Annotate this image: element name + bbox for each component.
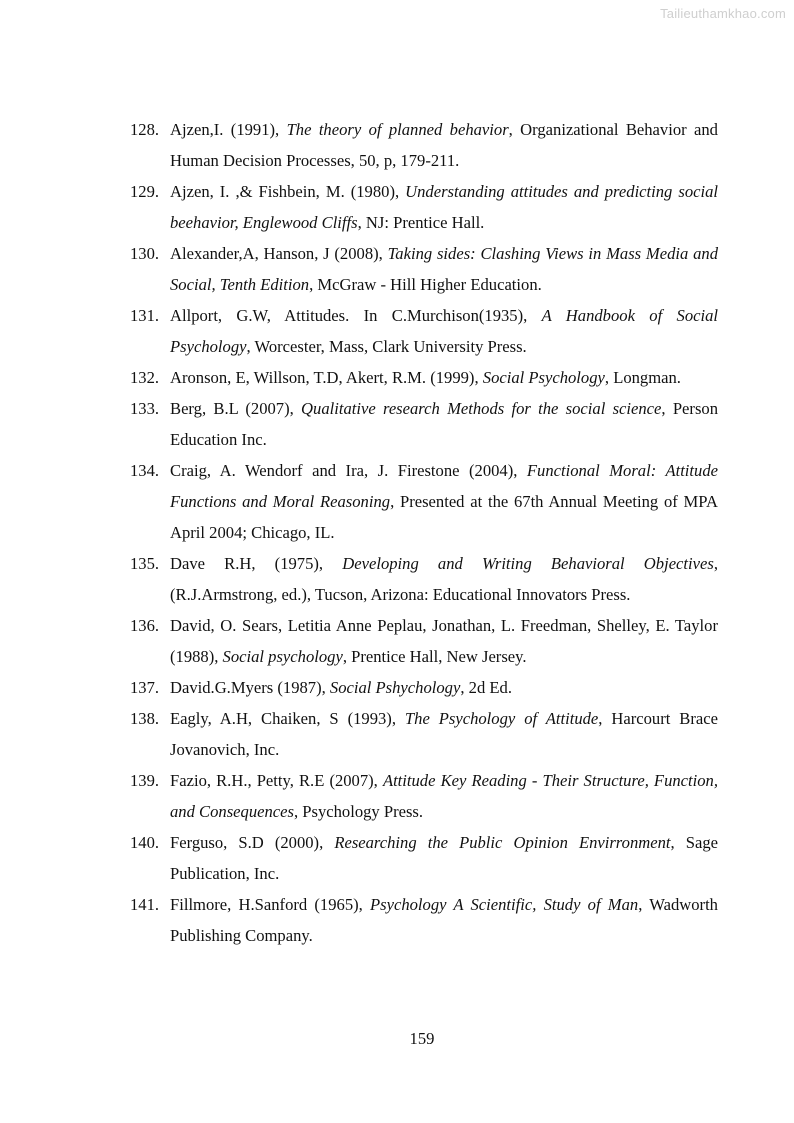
reference-number: 129. [130,182,160,201]
reference-title: Researching the Public Opinion Envirronment [334,833,671,852]
reference-item [130,393,718,455]
reference-text: Craig, A. Wendorf and Ira, J. Firestone (2004), Functional Moral: Attitude Functions and Moral Reasoning, Presented at the 67th Annual Meeting of MPA April 2004; Chicago, IL. [170,461,718,542]
reference-text: David, O. Sears, Letitia Anne Peplau, Jonathan, L. Freedman, Shelley, E. Taylor (1988), Social psychology, Prentice Hall, New Jersey. [170,616,718,666]
reference-item [130,114,718,176]
reference-number: 132. [130,368,160,387]
reference-text: Fillmore, H.Sanford (1965), Psychology A Scientific, Study of Man, Wadworth Publishing Company. [170,895,718,945]
reference-text: Fazio, R.H., Petty, R.E (2007), Attitude Key Reading - Their Structure, Function, and Consequences, Psychology Press. [170,771,718,821]
reference-number: 140. [130,833,160,852]
reference-title: Social Pshychology [329,678,461,697]
reference-title: The theory of planned behavior [286,120,509,139]
reference-item [130,362,718,393]
reference-title: Functional Moral: Attitude Functions and Moral Reasoning [170,461,718,511]
reference-number: 138. [130,709,160,728]
reference-item [130,610,718,672]
reference-item [130,548,718,610]
reference-number: 139. [130,771,160,790]
reference-title: Attitude Key Reading - Their Structure, Function, and Consequences [170,771,718,821]
reference-text: Berg, B.L (2007), Qualitative research Methods for the social science, Person Education Inc. [170,399,718,449]
reference-item [130,703,718,765]
reference-text: David.G.Myers (1987), Social Pshychology, 2d Ed. [170,678,512,697]
reference-title: Taking sides: Clashing Views in Mass Media and Social, Tenth Edition [170,244,718,294]
reference-number: 130. [130,244,160,263]
reference-title: Social Psychology [482,368,605,387]
reference-number: 136. [130,616,160,635]
reference-text: Ajzen,I. (1991), The theory of planned behavior, Organizational Behavior and Human Decision Processes, 50, p, 179-211. [170,120,718,170]
reference-title: Psychology A Scientific, Study of Man [370,895,639,914]
reference-text: Alexander,A, Hanson, J (2008), Taking sides: Clashing Views in Mass Media and Social, Tenth Edition, McGraw - Hill Higher Education. [170,244,718,294]
reference-text: Eagly, A.H, Chaiken, S (1993), The Psychology of Attitude, Harcourt Brace Jovanovich, Inc. [170,709,718,759]
reference-title: Understanding attitudes and predicting social beehavior, Englewood Cliffs [170,182,718,232]
reference-text: Dave R.H, (1975), Developing and Writing Behavioral Objectives, (R.J.Armstrong, ed.), Tucson, Arizona: Educational Innovators Press. [170,554,718,604]
reference-text: Ferguso, S.D (2000), Researching the Public Opinion Envirronment, Sage Publication, Inc. [170,833,718,883]
reference-title: Developing and Writing Behavioral Objectives [342,554,714,573]
reference-number: 137. [130,678,160,697]
reference-title: The Psychology of Attitude [404,709,599,728]
reference-item [130,238,718,300]
reference-number: 134. [130,461,160,480]
reference-item [130,300,718,362]
reference-number: 141. [130,895,160,914]
reference-item [130,889,718,951]
reference-text: Allport, G.W, Attitudes. In C.Murchison(1935), A Handbook of Social Psychology, Worcester, Mass, Clark University Press. [170,306,718,356]
reference-title: Qualitative research Methods for the social science [301,399,662,418]
reference-item [130,672,718,703]
page-number: 159 [409,1029,435,1048]
watermark: Tailieuthamkhao.com [660,6,786,21]
reference-list [130,114,718,951]
reference-number: 135. [130,554,160,573]
reference-item [130,827,718,889]
reference-title: Social psychology [222,647,343,666]
reference-number: 133. [130,399,160,418]
reference-item [130,765,718,827]
reference-text: Aronson, E, Willson, T.D, Akert, R.M. (1999), Social Psychology, Longman. [170,368,681,387]
reference-text: Ajzen, I. ,& Fishbein, M. (1980), Understanding attitudes and predicting social beehavior, Englewood Cliffs, NJ: Prentice Hall. [170,182,718,232]
reference-item [130,176,718,238]
reference-number: 128. [130,120,160,139]
reference-title: A Handbook of Social Psychology [170,306,718,356]
reference-item [130,455,718,548]
reference-number: 131. [130,306,160,325]
